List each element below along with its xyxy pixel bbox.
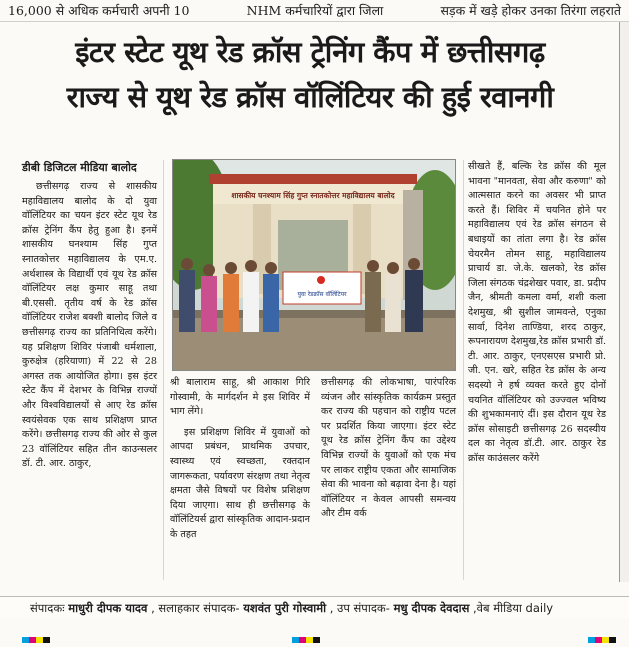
color-registration-marks: [22, 628, 50, 634]
headline: [10, 30, 610, 120]
footer-tail: ,वेब मीडिया daily: [473, 601, 554, 615]
column-2-paragraph-1: श्री बालाराम साहू, श्री आकाश गिरि गोस्वामी, के मार्गदर्शन मे इस शिविर में भाग लेंगे।: [170, 377, 310, 418]
article-column-4: सीखते हैं, बल्कि रेड क्रॉस की मूल भावना "मानवता, सेवा और करुणा" को आत्मसात करने का अवसर भी प्राप्त करते हैं। शिविर में चयनित होने पर महाविद्यालय एवं रेड क्रॉस संगठन से बधाइयों का तांता लगा है। रेड क्रॉस चेयरमैन तोमन साहू, महाविद्यालय प्राचार्य डा. जे.के. खलको, रेड क्रॉस जिला संगठक चंद्रशेखर पवार, डा. प्रदीप जैन, श्रीमती कमला वर्मा, शशी कला देशमुख, श्री सुशील जामवन्ते, एनुका सार्वा, दिनेश ताण्डिया, शरद ठाकुर, रूपनारायण देशमुख,रेड क्रॉस प्रभारी डॉ. टी. आर. ठाकुर, एनएसएस प्रभारी प्रो. जी. एन. खरे, सहित रेड क्रॉस के अन्य सदस्यो ने हर्ष व्यक्त करते हुए दोनों चयनित वॉलिंटियर को उज्ज्वल भविष्य की शुभकामनाएं दीं। इस दौरान यूथ रेड क्रॉस सोसाइटी छत्तीसगढ़ 26 सदस्यीय दल का नेतृत्व डॉ.टी. आर. ठाकुर रेड क्रॉस काउंसलर करेंगे: [468, 161, 606, 464]
sub-editor-label: , उप संपादक-: [329, 601, 390, 615]
column-rule: [463, 160, 464, 580]
top-strip-middle: NHM कर्मचारियों द्वारा जिला: [246, 3, 384, 18]
masthead-footer: [0, 596, 629, 618]
column-2-paragraph-2: इस प्रशिक्षण शिविर में युवाओं को आपदा प्रबंधन, प्राथमिक उपचार, स्वास्थ्य एवं स्वच्छता, रक्तदान जागरूकता, पर्यावरण संरक्षण तथा नेतृत्व क्षमता जैसे विषयों पर विशेष प्रशिक्षण दिया जाएगा। साथ ही छत्तीसगढ़ के वॉलिंटियर्स द्वारा सांस्कृतिक आदान-प्रदान के तहत: [170, 426, 310, 540]
top-strip-right: सड़क में खड़े होकर उनका तिरंगा लहराते: [440, 3, 621, 18]
editor-label: संपादकः: [30, 601, 65, 615]
article-column-1: छत्तीसगढ़ राज्य से शासकीय महाविद्यालय बालोद के दो युवा वॉलिंटियर का चयन इंटर स्टेट यूथ रेड क्रॉस ट्रेनिंग कैंप हेतु हुआ है। इनमें शासकीय घनश्याम सिंह गुप्त स्नातकोत्तर महाविद्यालय के एम.ए. अर्थशास्त्र के विद्यार्थी एवं यूथ रेड क्रॉस वॉलिंटियर लक्ष कुमार साहू तथा बी.एससी. तृतीय वर्ष के रेड क्रॉस वॉलिंटियर राजेश बक्शी बालोद जिले व छत्तीसगढ़ राज्य का प्रतिनिधित्व करेंगे। यह प्रशिक्षण शिविर पंजाबी धर्मशाला, कुरुक्षेत्र (हरियाणा) में 22 से 28 अगस्त तक आयोजित होगा। इस इंटर स्टेट कैंप में देशभर के विभिन्न राज्यों और विश्वविद्यालयों से आए रेड क्रॉस स्वयंसेवक एक साथ प्रशिक्षण प्राप्त करेंगे। छत्तीसगढ़ राज्य की ओर से कुल 23 वॉलिंटियर सहित तीन काउन्सलर डॉ. टी. आर. ठाकुर,: [22, 181, 157, 470]
top-strip-left: 16,000 से अधिक कर्मचारी अपनी 10: [8, 3, 190, 18]
article-column-3: छत्तीसगढ़ की लोकभाषा, पारंपरिक व्यंजन और सांस्कृतिक कार्यक्रम प्रस्तुत कर राज्य की पहचान को राष्ट्रीय पटल पर प्रदर्शित किया जाएगा। इंटर स्टेट यूथ रेड क्रॉस ट्रेनिंग कैंप का उद्देश्य विभिन्न राज्यों के युवाओं को एक मंच पर लाकर राष्ट्रीय एकता और सामाजिक सेवा की भावना को बढ़ावा देना है। यहां वॉलिंटियर न केवल आपसी समन्वय और टीम वर्क: [321, 377, 456, 520]
news-photo: [172, 159, 456, 371]
color-registration-marks: [588, 628, 616, 634]
associate-editor-name: यशवंत पुरी गोस्वामी: [243, 601, 327, 615]
editor-name: माधुरी दीपक यादव: [68, 601, 148, 615]
article-column-2: [170, 376, 310, 543]
headline-line-1: इंटर स्टेट यूथ रेड क्रॉस ट्रेनिंग कैंप में छत्तीसगढ़: [75, 35, 545, 69]
associate-editor-label: , सलाहकार संपादक-: [151, 601, 240, 615]
color-registration-marks: [292, 628, 320, 634]
byline: डीबी डिजिटल मीडिया बालोद: [22, 161, 137, 174]
column-rule: [163, 160, 164, 580]
page-edge: [619, 22, 629, 582]
building-sign: शासकीय घनश्याम सिंह गुप्त स्नातकोत्तर महाविद्यालय बालोद: [231, 191, 395, 200]
top-strip: [0, 0, 629, 22]
headline-line-2: राज्य से यूथ रेड क्रॉस वॉलिंटियर की हुई रवानगी: [66, 80, 554, 114]
sub-editor-name: मधु दीपक देवदास: [393, 601, 470, 615]
banner-text: युवा रेडक्रॉस वॉलिंटियर: [297, 291, 347, 298]
photo-illustration: [173, 160, 455, 370]
